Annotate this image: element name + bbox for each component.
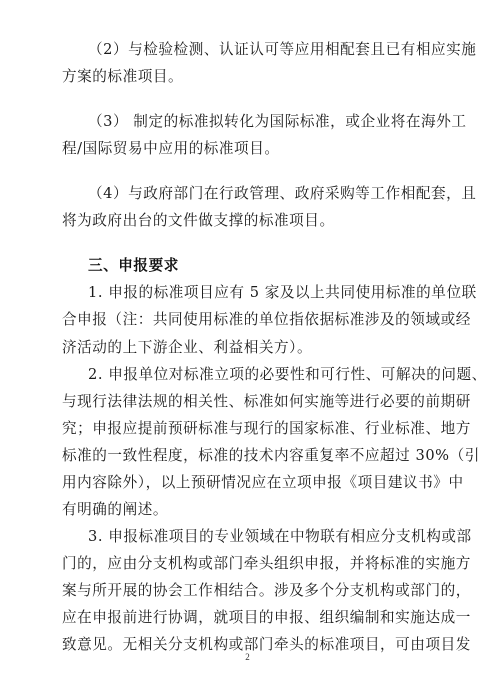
section-heading: 三、申报要求 xyxy=(88,257,179,275)
paragraph-line: 案与所开展的协会工作相结合。涉及多个分支机构或部门的， xyxy=(62,581,471,599)
paragraph-line: （3） 制定的标准拟转化为国际标准，或企业将在海外工 xyxy=(88,113,467,131)
paragraph-line: 究；申报应提前预研标准与现行的国家标准、行业标准、地方 xyxy=(62,419,471,437)
paragraph-line: 2. 申报单位对标准立项的必要性和可行性、可解决的问题、 xyxy=(88,365,487,383)
paragraph-line: 将为政府出台的文件做支撑的标准项目。 xyxy=(62,212,335,230)
page-number: 2 xyxy=(245,652,250,662)
paragraph-line: 济活动的上下游企业、利益相关方）。 xyxy=(62,338,313,356)
paragraph-line: 致意见。无相关分支机构或部门牵头的标准项目，可由项目发 xyxy=(62,636,471,653)
paragraph-line: 方案的标准项目。 xyxy=(62,68,184,85)
paragraph-line: 应在申报前进行协调，就项目的申报、组织编制和实施达成一 xyxy=(62,608,471,626)
paragraph-line: （2）与检验检测、认证认可等应用相配套且已有相应实施 xyxy=(88,41,477,58)
paragraph-line: 1. 申报的标准项目应有 5 家及以上共同使用标准的单位联 xyxy=(88,284,477,302)
paragraph-line: 标准的一致性程度，标准的技术内容重复率不应超过 30%（引 xyxy=(62,446,480,464)
paragraph-line: 3. 申报标准项目的专业领域在中物联有相应分支机构或部 xyxy=(88,527,472,545)
paragraph-line: （4）与政府部门在行政管理、政府采购等工作相配套，且 xyxy=(88,185,477,203)
paragraph-line: 门的，应由分支机构或部门牵头组织申报，并将标准的实施方 xyxy=(62,554,471,572)
paragraph-line: 有明确的阐述。 xyxy=(62,500,169,518)
paragraph-line: 与现行法律法规的相关性、标准如何实施等进行必要的前期研 xyxy=(62,392,471,410)
paragraph-line: 程/国际贸易中应用的标准项目。 xyxy=(62,140,280,158)
paragraph-line: 用内容除外），以上预研情况应在立项申报《项目建议书》中 xyxy=(62,473,464,491)
paragraph-line: 合申报（注：共同使用标准的单位指依据标准涉及的领域或经 xyxy=(62,311,471,329)
